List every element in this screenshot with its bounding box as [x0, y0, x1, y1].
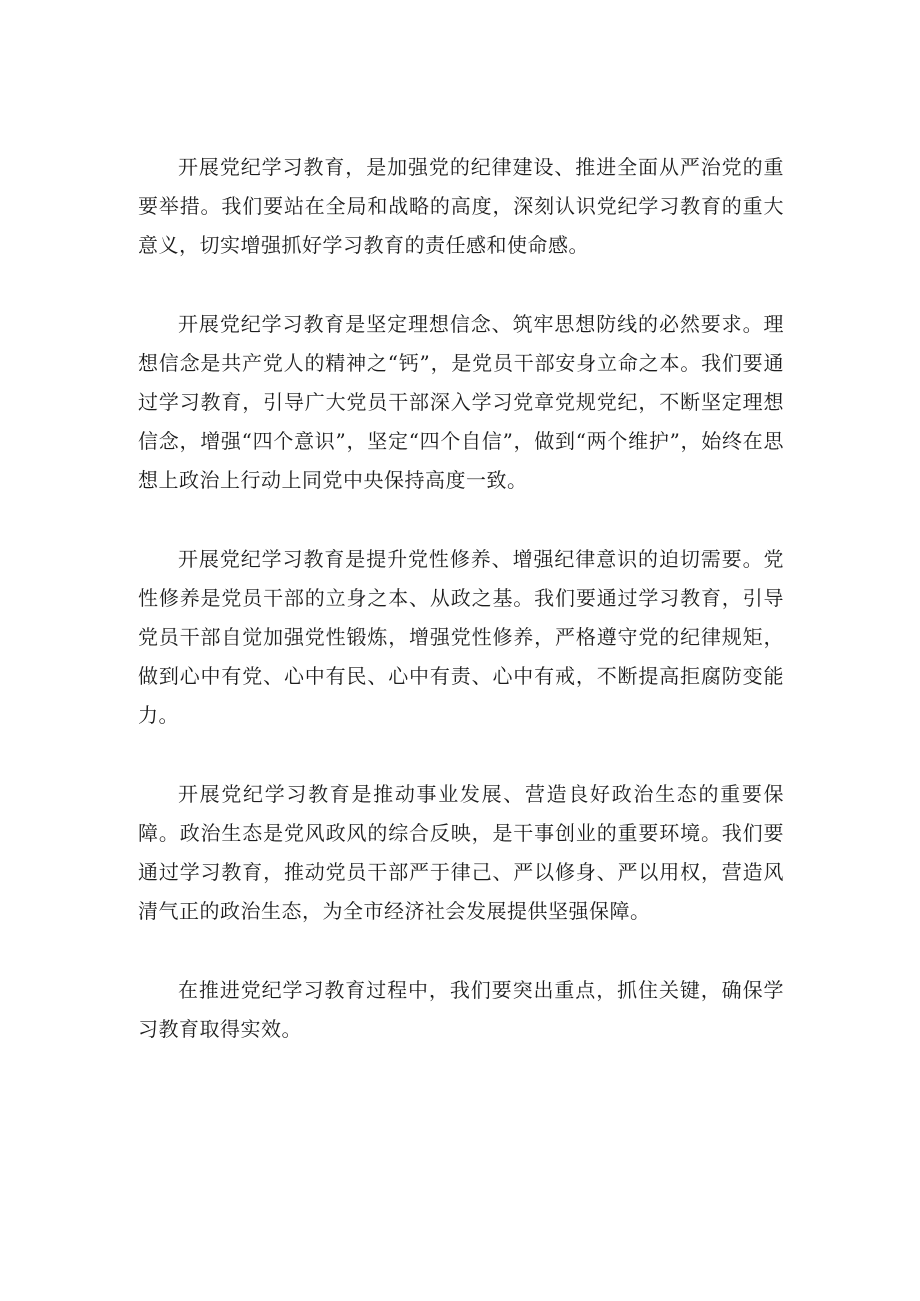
paragraph-2: 开展党纪学习教育是坚定理想信念、筑牢思想防线的必然要求。理想信念是共产党人的精神之“钙”，是党员干部安身立命之本。我们要通过学习教育，引导广大党员干部深入学习党章党规党纪，不断坚定理想信念，增强“四个意识”，坚定“四个自信”，做到“两个维护”，始终在思想上政治上行动上同党中央保持高度一致。 [138, 312, 784, 492]
paragraph-3: 开展党纪学习教育是提升党性修养、增强纪律意识的迫切需要。党性修养是党员干部的立身之本、从政之基。我们要通过学习教育，引导党员干部自觉加强党性锻炼，增强党性修养，严格遵守党的纪律规矩，做到心中有党、心中有民、心中有责、心中有戒，不断提高拒腐防变能力。 [138, 547, 784, 727]
paragraph-4: 开展党纪学习教育是推动事业发展、营造良好政治生态的重要保障。政治生态是党风政风的综合反映，是干事创业的重要环境。我们要通过学习教育，推动党员干部严于律己、严以修身、严以用权，营造风清气正的政治生态，为全市经济社会发展提供坚强保障。 [138, 782, 784, 923]
document-body [138, 148, 784, 1049]
paragraph-1: 开展党纪学习教育，是加强党的纪律建设、推进全面从严治党的重要举措。我们要站在全局和战略的高度，深刻认识党纪学习教育的重大意义，切实增强抓好学习教育的责任感和使命感。 [138, 155, 784, 257]
paragraph-5: 在推进党纪学习教育过程中，我们要突出重点，抓住关键，确保学习教育取得实效。 [138, 978, 784, 1041]
